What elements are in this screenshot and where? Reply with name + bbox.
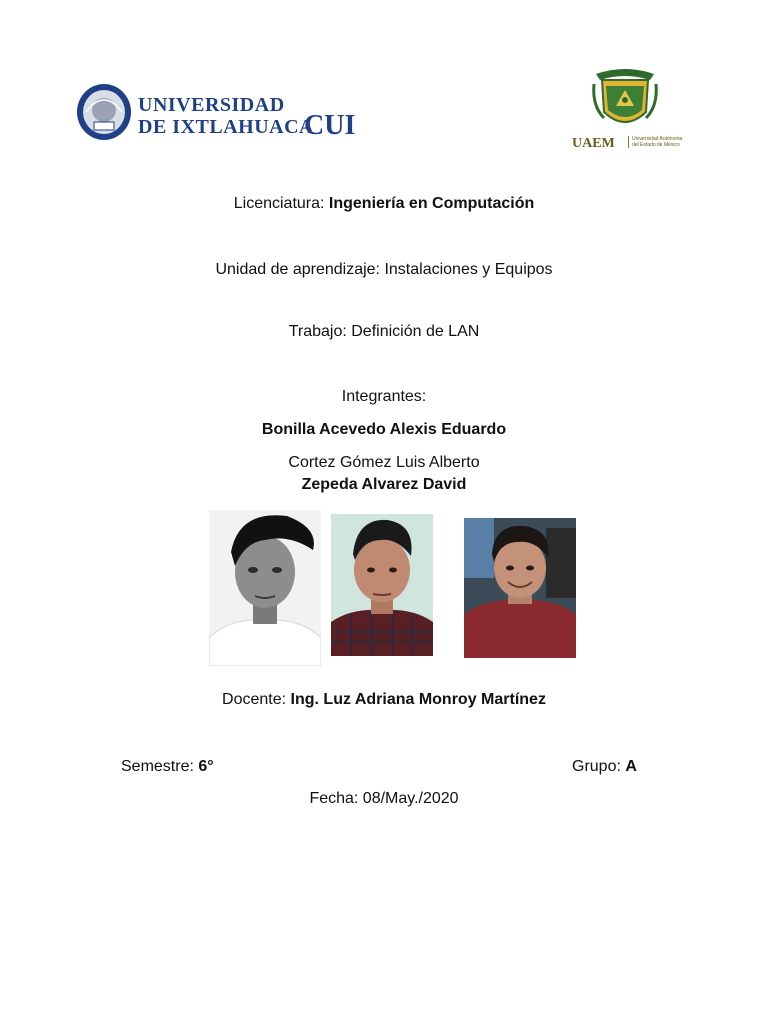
integrantes-label: Integrantes: bbox=[341, 388, 427, 405]
licenciatura-line bbox=[0, 194, 768, 214]
uaem-crest-icon bbox=[590, 66, 660, 134]
semestre-label: Semestre: bbox=[121, 758, 199, 775]
member-name-2: Cortez Gómez Luis Alberto bbox=[288, 454, 480, 471]
uaem-full-name bbox=[628, 136, 702, 148]
member-name-3: Zepeda Alvarez David bbox=[301, 476, 467, 493]
licenciatura-value: Ingeniería en Computación bbox=[328, 195, 535, 212]
logo-text-cui: CUI bbox=[304, 110, 356, 141]
fecha-line: Fecha: 08/May./2020 bbox=[309, 790, 459, 807]
portrait-3-image bbox=[464, 518, 576, 658]
member-name-1: Bonilla Acevedo Alexis Eduardo bbox=[261, 421, 507, 438]
cui-seal-icon bbox=[76, 82, 132, 142]
logo-text-universidad: UNIVERSIDAD bbox=[138, 94, 285, 116]
portrait-2-image bbox=[331, 514, 433, 656]
grupo-line bbox=[572, 757, 637, 777]
docente-line bbox=[0, 690, 768, 710]
licenciatura-label: Licenciatura: bbox=[233, 195, 329, 212]
docente-value: Ing. Luz Adriana Monroy Martínez bbox=[290, 691, 546, 708]
uaem-acronym: UAEM bbox=[572, 136, 615, 151]
uaem-logo bbox=[568, 66, 698, 156]
docente-label: Docente: bbox=[222, 691, 291, 708]
semestre-value: 6° bbox=[198, 758, 214, 775]
semestre-line bbox=[121, 757, 214, 777]
member-photo-2 bbox=[331, 514, 433, 656]
uaem-full-name-line1: Universidad Autónoma bbox=[632, 136, 683, 142]
uaem-full-name-line2: del Estado de México bbox=[632, 142, 680, 148]
universidad-ixtlahuaca-logo bbox=[76, 82, 366, 142]
logo-text-de-ixtlahuaca: DE IXTLAHUACA bbox=[138, 116, 314, 138]
member-photo-3 bbox=[464, 518, 576, 658]
unidad-aprendizaje-line: Unidad de aprendizaje: Instalaciones y Equipos bbox=[215, 261, 553, 278]
grupo-label: Grupo: bbox=[572, 758, 626, 775]
portrait-1-image bbox=[209, 510, 321, 666]
grupo-value: A bbox=[625, 758, 637, 775]
trabajo-line: Trabajo: Definición de LAN bbox=[288, 323, 480, 340]
member-photo-1 bbox=[209, 510, 321, 666]
